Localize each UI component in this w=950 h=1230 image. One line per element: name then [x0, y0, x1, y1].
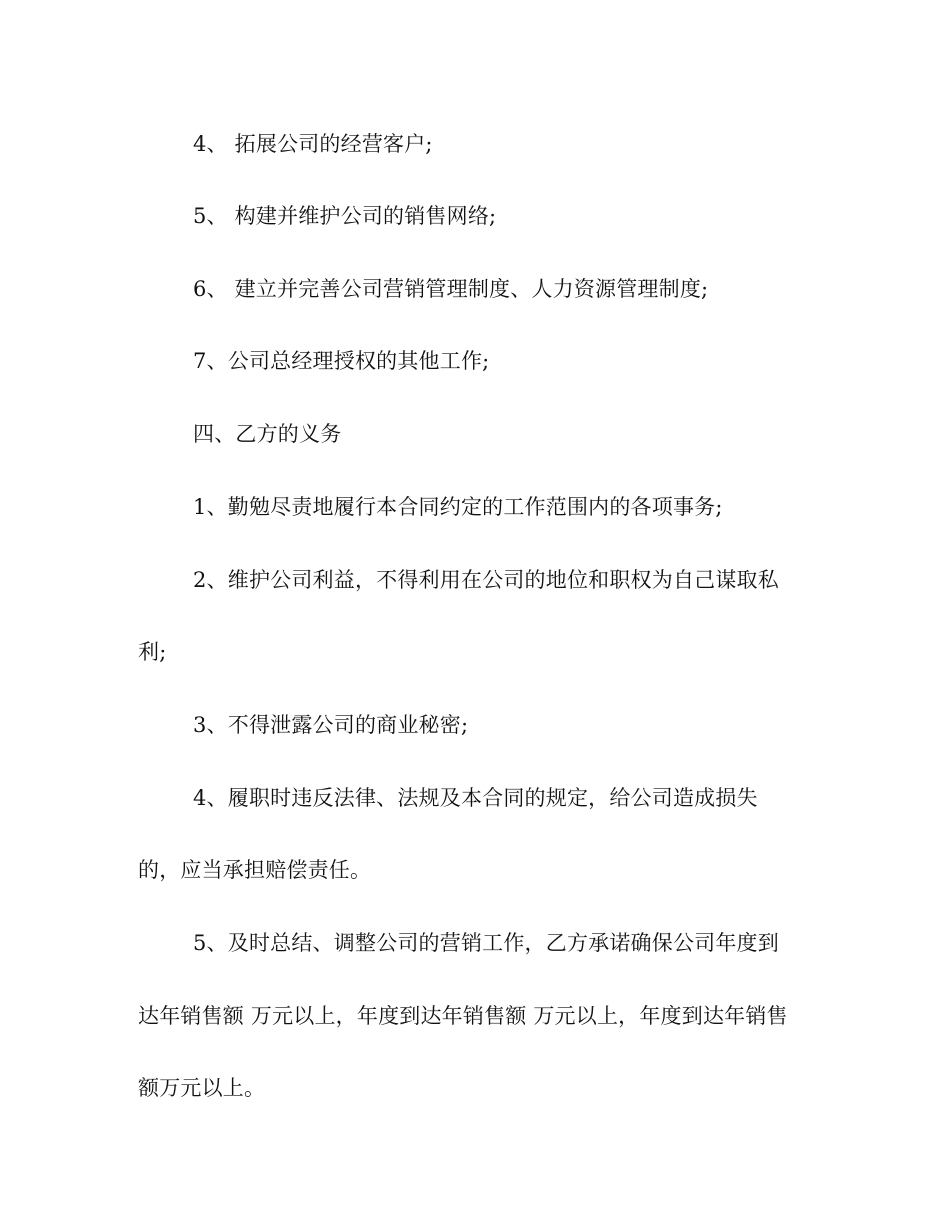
- obligation-item-2: 2、维护公司利益，不得利用在公司的地位和职权为自己谋取私: [193, 568, 779, 592]
- obligation-item-4-continued: 的，应当承担赔偿责任。: [138, 858, 372, 882]
- duty-item-4: 4、 拓展公司的经营客户;: [193, 132, 433, 156]
- obligation-item-3: 3、不得泄露公司的商业秘密;: [193, 713, 469, 737]
- obligation-item-5-continued: 达年销售额 万元以上，年度到达年销售额 万元以上，年度到达年销售: [138, 1004, 788, 1028]
- duty-item-7: 7、公司总经理授权的其他工作;: [193, 349, 490, 373]
- obligation-item-4: 4、履职时违反法律、法规及本合同的规定，给公司造成损失: [193, 786, 758, 810]
- section-heading-party-b-obligations: 四、乙方的义务: [193, 422, 342, 446]
- duty-item-5: 5、 构建并维护公司的销售网络;: [193, 204, 497, 228]
- obligation-item-1: 1、勤勉尽责地履行本合同约定的工作范围内的各项事务;: [193, 495, 723, 519]
- obligation-item-2-continued: 利;: [138, 640, 167, 664]
- obligation-item-5-end: 额万元以上。: [138, 1076, 266, 1100]
- duty-item-6: 6、 建立并完善公司营销管理制度、人力资源管理制度;: [193, 277, 709, 301]
- obligation-item-5: 5、及时总结、调整公司的营销工作，乙方承诺确保公司年度到: [193, 931, 779, 955]
